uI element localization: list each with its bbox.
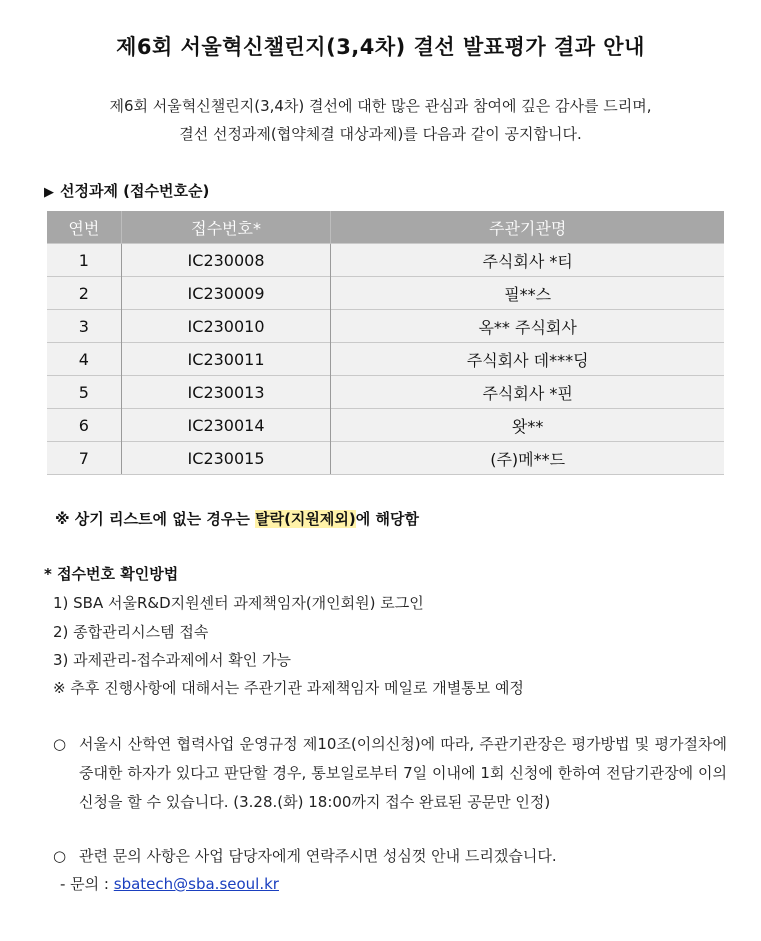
cell-serial: 1: [47, 244, 121, 277]
cell-receipt-number: IC230008: [121, 244, 331, 277]
selected-projects-table: [47, 211, 724, 475]
page-title: 제6회 서울혁신챌린지(3,4차) 결선 발표평가 결과 안내: [116, 35, 645, 59]
circle-bullet-icon: ○: [53, 735, 67, 753]
table-row: [47, 277, 724, 310]
table-row: [47, 376, 724, 409]
notice-suffix: 에 해당함: [355, 510, 419, 528]
contact-label: - 문의 :: [60, 875, 114, 893]
header-serial: 연번: [47, 211, 121, 244]
check-step-3: 3) 과제관리-접수과제에서 확인 가능: [53, 651, 291, 669]
intro-line-2: 결선 선정과제(협약체결 대상과제)를 다음과 같이 공지합니다.: [179, 125, 582, 143]
table-row: [47, 409, 724, 442]
contact-line: [60, 873, 279, 894]
cell-organization: 주식회사 *핀: [331, 376, 724, 409]
inquiry-text: 관련 문의 사항은 사업 담당자에게 연락주시면 성심껏 안내 드리겠습니다.: [79, 847, 557, 865]
table-row: [47, 244, 724, 277]
triangle-right-icon: ▶: [44, 185, 54, 200]
section-label: 선정과제 (접수번호순): [60, 182, 210, 200]
cell-receipt-number: IC230009: [121, 277, 331, 310]
section-heading: [44, 180, 209, 201]
table-row: [47, 442, 724, 475]
table-row: [47, 343, 724, 376]
rejection-notice: [55, 508, 419, 529]
cell-serial: 6: [47, 409, 121, 442]
cell-receipt-number: IC230011: [121, 343, 331, 376]
cell-organization: 주식회사 *티: [331, 244, 724, 277]
objection-paragraph: [53, 730, 727, 817]
check-step-2: 2) 종합관리시스템 접속: [53, 623, 209, 641]
cell-receipt-number: IC230010: [121, 310, 331, 343]
header-receipt-number: 접수번호*: [121, 211, 331, 244]
notice-prefix: ※ 상기 리스트에 없는 경우는: [55, 510, 256, 528]
cell-receipt-number: IC230015: [121, 442, 331, 475]
cell-serial: 2: [47, 277, 121, 310]
cell-organization: 왓**: [331, 409, 724, 442]
check-step-1: 1) SBA 서울R&D지원센터 과제책임자(개인회원) 로그인: [53, 594, 424, 612]
cell-organization: 필**스: [331, 277, 724, 310]
table-row: [47, 310, 724, 343]
circle-bullet-icon: ○: [53, 847, 67, 865]
header-organization: 주관기관명: [331, 211, 724, 244]
intro-line-1: 제6회 서울혁신챌린지(3,4차) 결선에 대한 많은 관심과 참여에 깊은 감사를 드리며,: [109, 97, 652, 115]
objection-text: 서울시 산학연 협력사업 운영규정 제10조(이의신청)에 따라, 주관기관장은 평가방법 및 평가절차에 중대한 하자가 있다고 판단할 경우, 통보일로부터 7일 이내에 1회 신청에 한하여 전담기관장에 이의신청을 할 수 있습니다. (3.28.(화) 18:00까지 접수 완료된 공문만 인정): [79, 735, 727, 811]
receipt-check-heading: * 접수번호 확인방법: [44, 565, 179, 583]
cell-serial: 5: [47, 376, 121, 409]
table-header-row: [47, 211, 724, 244]
inquiry-paragraph: [53, 842, 727, 871]
cell-receipt-number: IC230014: [121, 409, 331, 442]
cell-serial: 7: [47, 442, 121, 475]
check-note: ※ 추후 진행사항에 대해서는 주관기관 과제책임자 메일로 개별통보 예정: [53, 679, 524, 697]
contact-email-link[interactable]: sbatech@sba.seoul.kr: [113, 875, 279, 893]
cell-organization: (주)메**드: [331, 442, 724, 475]
cell-receipt-number: IC230013: [121, 376, 331, 409]
cell-serial: 4: [47, 343, 121, 376]
cell-organization: 주식회사 데***딩: [331, 343, 724, 376]
notice-highlight: 탈락(지원제외): [255, 510, 356, 528]
cell-serial: 3: [47, 310, 121, 343]
cell-organization: 옥** 주식회사: [331, 310, 724, 343]
